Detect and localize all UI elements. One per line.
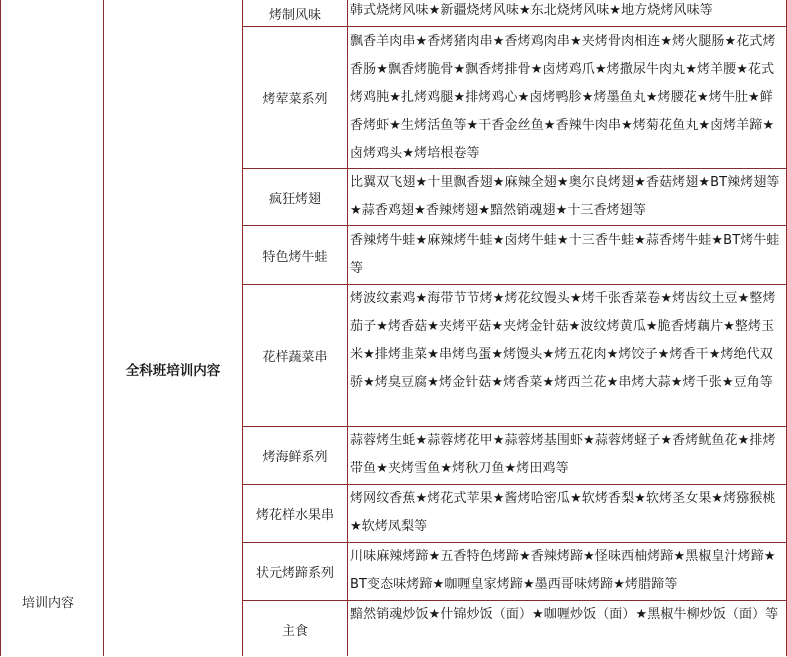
- outer-label: 培训内容: [22, 596, 75, 611]
- column-divider: [103, 0, 104, 656]
- category-items: 香辣烤牛蛙★麻辣烤牛蛙★卤烤牛蛙★十三香牛蛙★蒜香烤牛蛙★BT烤牛蛙等: [350, 233, 780, 276]
- category-label: 烤海鲜系列: [262, 450, 328, 465]
- category-label: 花样蔬菜串: [262, 350, 328, 365]
- category-label: 烤花样水果串: [255, 508, 334, 523]
- category-label: 主食: [281, 623, 308, 639]
- category-items: 飘香羊肉串★香烤猪肉串★香烤鸡肉串★夹烤骨肉相连★烤火腿肠★花式烤香肠★飘香烤脆骨★飘香烤排骨★卤烤鸡爪★烤撒尿牛肉丸★烤羊腰★花式烤鸡肫★扎烤鸡腿★排烤鸡心★卤烤鸭胗★烤墨鱼丸★烤腰花★烤牛肚★鲜香烤虾★生烤活鱼等★干香金丝鱼★香辣牛肉串★烤菊花鱼丸★卤烤羊蹄★卤烤鸡头★烤培根卷等: [350, 34, 776, 161]
- section-label: 全科班培训内容: [125, 363, 221, 379]
- category-items: 比翼双飞翅★十里飘香翅★麻辣全翅★奥尔良烤翅★香菇烤翅★BT辣烤翅等★蒜香鸡翅★香辣烤翅★黯然销魂翅★十三香烤翅等: [350, 175, 780, 218]
- category-items: 烤波纹素鸡★海带节节烤★烤花纹馒头★烤千张香菜卷★烤齿纹土豆★整烤茄子★烤香菇★夹烤平菇★夹烤金针菇★波纹烤黄瓜★脆香烤藕片★整烤玉米★排烤韭菜★串烤鸟蛋★烤馒头★烤五花肉★烤饺子★烤香干★烤绝代双骄★烤臭豆腐★烤金针菇★烤香菜★烤西兰花★串烤大蒜★烤千张★豆角等: [350, 291, 776, 390]
- category-label: 烤制风味: [268, 7, 321, 23]
- category-label: 疯狂烤翅: [268, 191, 321, 207]
- category-label: 状元烤蹄系列: [255, 566, 334, 581]
- table-border-left: [0, 0, 1, 656]
- category-items: 韩式烧烤风味★新疆烧烤风味★东北烧烤风味★地方烧烤风味等: [350, 3, 713, 18]
- category-label: 烤荤菜系列: [262, 92, 328, 107]
- category-items: 烤网纹香蕉★烤花式苹果★酱烤哈密瓜★软烤香梨★软烤圣女果★烤猕猴桃★软烤凤梨等: [350, 491, 776, 534]
- category-label: 特色烤牛蛙: [262, 249, 328, 265]
- category-items: 黯然销魂炒饭★什锦炒饭（面）★咖喱炒饭（面）★黑椒牛柳炒饭（面）等: [350, 607, 779, 622]
- category-items: 蒜蓉烤生蚝★蒜蓉烤花甲★蒜蓉烤基围虾★蒜蓉烤蛏子★香烤鱿鱼花★排烤带鱼★夹烤雪鱼★烤秋刀鱼★烤田鸡等: [350, 433, 776, 476]
- category-items: 川味麻辣烤蹄★五香特色烤蹄★香辣烤蹄★怪味西柚烤蹄★黑椒皇汁烤蹄★BT变态味烤蹄★咖喱皇家烤蹄★墨西哥味烤蹄★烤腊蹄等: [350, 549, 776, 592]
